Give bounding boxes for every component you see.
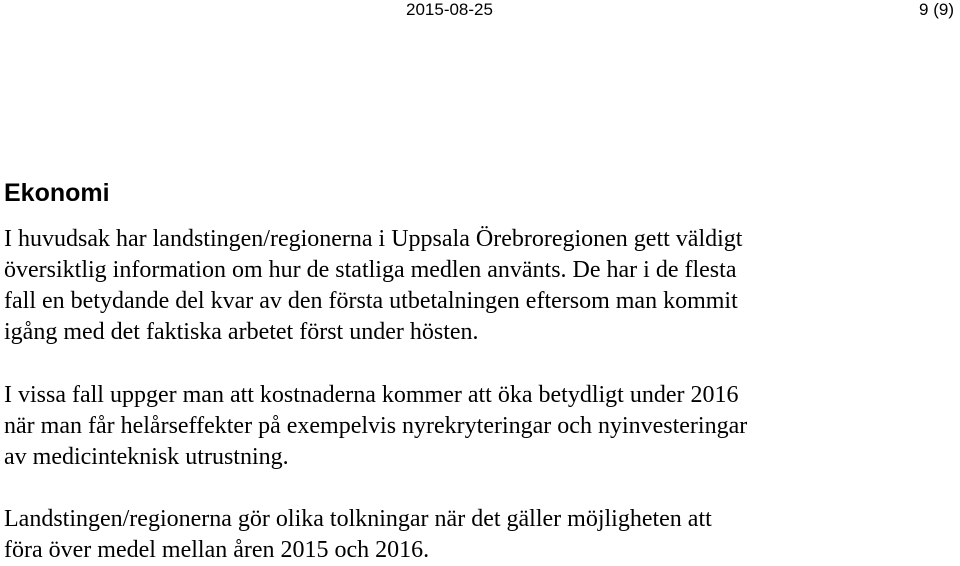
- paragraph-line: fall en betydande del kvar av den första utbetalningen eftersom man kommit: [4, 288, 738, 314]
- paragraph-line: I huvudsak har landstingen/regionerna i Uppsala Örebroregionen gett väldigt: [4, 226, 743, 252]
- paragraph-line: av medicinteknisk utrustning.: [4, 444, 289, 470]
- paragraph-line: I vissa fall uppger man att kostnaderna kommer att öka betydligt under 2016: [4, 382, 739, 408]
- page-number: 9 (9): [919, 0, 954, 19]
- paragraph-line: igång med det faktiska arbetet först under hösten.: [4, 319, 479, 345]
- paragraph-line: översiktlig information om hur de statliga medlen använts. De har i de flesta: [4, 257, 737, 283]
- paragraph-1: [4, 224, 954, 348]
- paragraph-line: när man får helårseffekter på exempelvis nyrekryteringar och nyinvesteringar: [4, 413, 748, 439]
- paragraph-line: Landstingen/regionerna gör olika tolkningar när det gäller möjligheten att: [4, 506, 712, 532]
- header-date: 2015-08-25: [406, 0, 493, 19]
- section-heading: Ekonomi: [4, 179, 110, 207]
- paragraph-3: [4, 504, 954, 566]
- paragraph-line: föra över medel mellan åren 2015 och 2016.: [4, 537, 430, 563]
- paragraph-2: [4, 380, 954, 473]
